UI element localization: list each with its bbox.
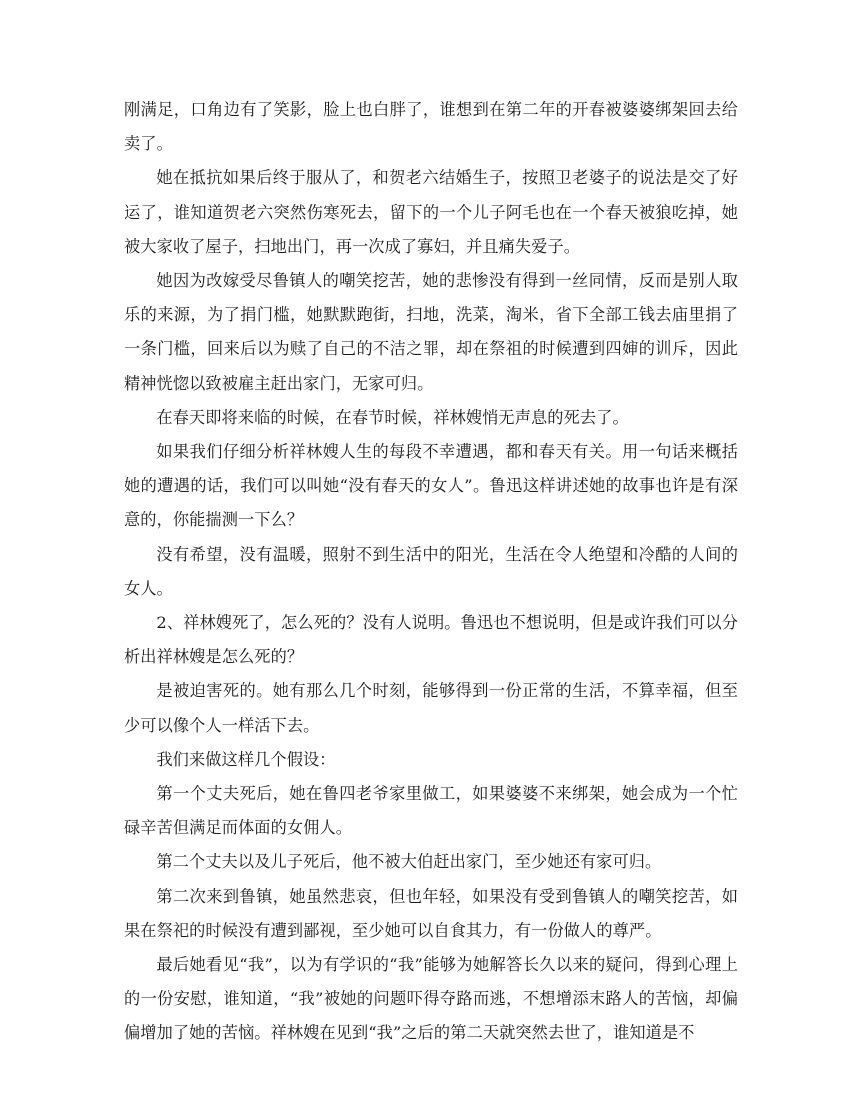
paragraph-2: 她在抵抗如果后终于服从了，和贺老六结婚生子，按照卫老婆子的说法是交了好运了，谁知道贺老六突然伤寒死去，留下的一个儿子阿毛也在一个春天被狼吃掉，她被大家收了屋子，扫地出门，再一次成了寡妇，并且痛失爱子。 [124, 168, 738, 256]
paragraph-5: 如果我们仔细分析祥林嫂人生的每段不幸遭遇，都和春天有关。用一句话来概括她的遭遇的话，我们可以叫她“没有春天的女人”。鲁迅这样讲述她的故事也许是有深意的，你能揣测一下么？ [124, 442, 738, 530]
paragraph-1: 刚满足，口角边有了笑影，脸上也白胖了，谁想到在第二年的开春被婆婆绑架回去给卖了。 [124, 100, 738, 154]
paragraph-6: 没有希望，没有温暖，照射不到生活中的阳光，生活在令人绝望和冷酷的人间的女人。 [124, 544, 738, 598]
paragraph-8: 是被迫害死的。她有那么几个时刻，能够得到一份正常的生活，不算幸福，但至少可以像个人一样活下去。 [124, 681, 738, 735]
paragraph-4: 在春天即将来临的时候，在春节时候，祥林嫂悄无声息的死去了。 [156, 407, 629, 427]
paragraph-9: 我们来做这样几个假设： [156, 749, 336, 769]
paragraph-11: 第二个丈夫以及儿子死后，他不被大伯赶出家门，至少她还有家可归。 [156, 852, 662, 872]
paragraph-3: 她因为改嫁受尽鲁镇人的嘲笑挖苦，她的悲惨没有得到一丝同情，反而是别人取乐的来源，为了捐门槛，她默默跑街，扫地，洗菜，淘米，省下全部工钱去庙里捐了一条门槛，回来后以为赎了自己的不洁之罪，却在祭祖的时候遭到四婶的训斥，因此精神恍惚以致被雇主赶出家门，无家可归。 [124, 271, 738, 393]
paragraph-7: 2、祥林嫂死了，怎么死的？没有人说明。鲁迅也不想说明，但是或许我们可以分析出祥林嫂是怎么死的？ [124, 613, 738, 667]
paragraph-13: 最后她看见“我”，以为有学识的“我”能够为她解答长久以来的疑问，得到心理上的一份安慰，谁知道，“我”被她的问题吓得夺路而逃，不想增添末路人的苦恼，却偏偏增加了她的苦恼。祥林嫂在见到“我”之后的第二天就突然去世了，谁知道是不 [124, 955, 738, 1043]
paragraph-10: 第一个丈夫死后，她在鲁四老爷家里做工，如果婆婆不来绑架，她会成为一个忙碌辛苦但满足而体面的女佣人。 [124, 784, 738, 838]
paragraph-12: 第二次来到鲁镇，她虽然悲哀，但也年轻，如果没有受到鲁镇人的嘲笑挖苦，如果在祭祀的时候没有遭到鄙视，至少她可以自食其力，有一份做人的尊严。 [124, 886, 738, 940]
document-body [124, 93, 738, 1051]
